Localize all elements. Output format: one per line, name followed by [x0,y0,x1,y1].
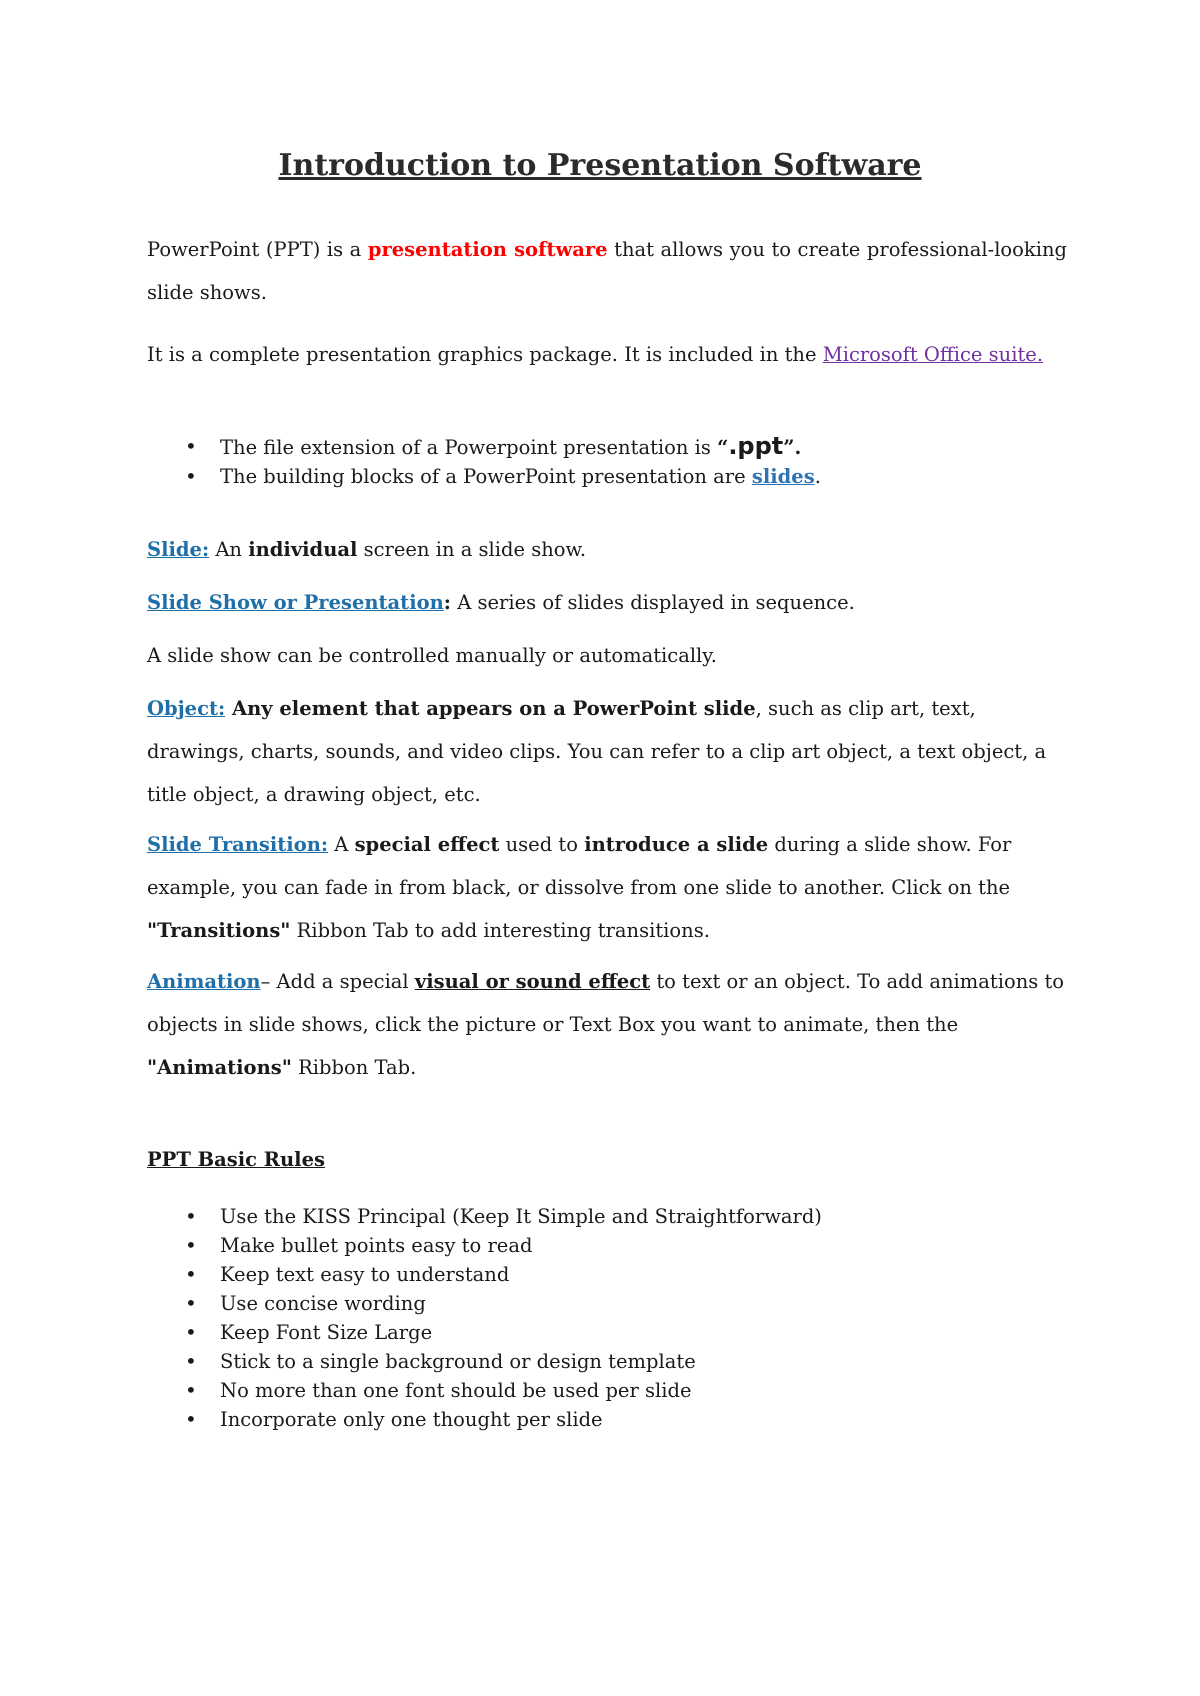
animation-def-bold: visual or sound effect [414,970,651,993]
rule-item: • No more than one font should be used per slide [147,1376,1067,1405]
fact-text: The file extension of a Powerpoint presentation is [220,436,718,459]
presentation-software-highlight: presentation software [367,238,608,261]
animation-term[interactable]: Animation [147,970,261,993]
slideshow-definition [147,581,1067,624]
transition-def-text: during a slide show. For example, you can fade in from black, or dissolve from one slide to another. Click on the [147,833,1012,899]
transition-def-mid: used to [499,833,585,856]
object-def-bold: Any element that appears on a PowerPoint slide [225,697,756,720]
transition-def-a: A [328,833,355,856]
rule-item: • Incorporate only one thought per slide [147,1405,1067,1434]
transition-def-bold1: special effect [354,833,500,856]
slides-link[interactable]: slides [751,465,815,488]
rule-item: • Keep Font Size Large [147,1318,1067,1347]
animation-def-a: – Add a special [260,970,415,993]
fact-end: . [814,465,821,488]
slideshow-term[interactable]: Slide Show or Presentation [147,591,444,614]
animation-definition [147,960,1067,1089]
intro-text: PowerPoint (PPT) is a [147,238,368,261]
intro-text-end: that allows you to create professional-looking slide shows. [147,238,1067,304]
suite-paragraph [147,333,1067,376]
list-item [147,432,1067,462]
control-paragraph: A slide show can be controlled manually or automatically. [147,644,717,667]
object-definition [147,687,1067,816]
list-item [147,462,1067,491]
quote-open: “ [717,436,729,459]
rule-item: • Use the KISS Principal (Keep It Simple and Straightforward) [147,1202,1067,1231]
rules-heading: PPT Basic Rules [147,1148,325,1171]
slide-term[interactable]: Slide: [147,538,210,561]
slideshow-colon: : [443,591,451,614]
object-term[interactable]: Object: [147,697,226,720]
rule-item: • Stick to a single background or design template [147,1347,1067,1376]
transition-def-bold2: introduce a slide [584,833,769,856]
rule-item: • Use concise wording [147,1289,1067,1318]
slide-def-end: screen in a slide show. [357,538,587,561]
microsoft-office-link[interactable]: Microsoft Office suite. [822,343,1044,366]
animation-def-text: to text or an object. To add animations to objects in slide shows, click the picture or Text Box you want to animate, then the [147,970,1065,1036]
facts-list [147,432,1067,491]
animation-def-end: Ribbon Tab. [291,1056,417,1079]
quote-close: ”. [783,436,802,459]
slide-def-text: An [209,538,249,561]
transition-term[interactable]: Slide Transition: [147,833,329,856]
suite-text: It is a complete presentation graphics package. It is included in the [147,343,823,366]
transition-def-end: Ribbon Tab to add interesting transitions. [290,919,710,942]
animations-tab-name: "Animations" [147,1056,292,1079]
object-def-text: , such as clip art, text, drawings, charts, sounds, and video clips. You can refer to a clip art object, a text object, a title object, a drawing object, etc. [147,697,1047,806]
fact-text: The building blocks of a PowerPoint presentation are [220,465,752,488]
slide-definition [147,528,1067,571]
rule-item: • Keep text easy to understand [147,1260,1067,1289]
rule-item: • Make bullet points easy to read [147,1231,1067,1260]
page-title: Introduction to Presentation Software [278,148,922,183]
intro-paragraph [147,228,1067,314]
transitions-tab-name: "Transitions" [147,919,291,942]
ppt-extension: .ppt [728,432,784,460]
rules-list [147,1202,1067,1434]
slide-def-bold: individual [248,538,358,561]
transition-definition [147,823,1067,952]
slideshow-def-text: A series of slides displayed in sequence. [451,591,855,614]
